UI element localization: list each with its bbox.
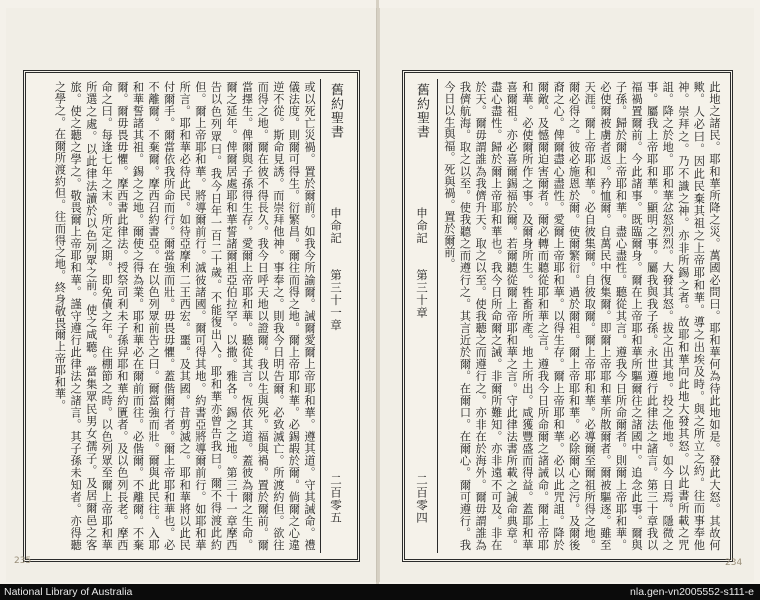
right-page [379, 8, 754, 582]
book-name: 申命記 [415, 207, 429, 245]
page-number: 二百零四 [415, 474, 429, 524]
right-body-text: 此地之諸民。耶和華所降之災。萬國必問曰。耶和華何為待此地如是。發此大怒。其故何歟。人必曰。因此民棄其祖之上帝耶和華。導之出埃及時。與之所立之約。往而事奉他神。崇拜之。乃不識之神。亦非所錫之者。故耶和華向此地大發其怒。以此書所載之咒詛。降之於地。耶和華忿怒烈烈。大發其怒。拔之出其地。投之他地。如今日焉。隱微之事。屬我上帝耶和華。顯明之事。屬我與我子孫。永世遵行此律法之諸言。第三十章我以福禍置爾前。今此諸事。既臨爾身。爾在上帝耶和華所驅爾往之諸國中。追念此事。爾與子孫。歸於爾上帝耶和華。盡心盡性。聽從其言。遵我今日所命爾者。則爾上帝耶和華。必使爾被虜者返。矜恤爾。自萬民中復集爾。即爾上帝耶和華所散爾者。爾被驅逐。雖至天涯。爾上帝耶和華。必自彼集爾。自彼取爾。爾上帝耶和華。必導爾至爾祖所得之地。爾必得之。彼必施恩於爾。使爾繁衍。過於爾祖。爾上帝耶和華。必除爾心之污。及爾後裔之心。俾爾盡心盡性。愛爾上帝耶和華。以得生存。爾上帝耶和華。必以此咒詛。降於爾敵。及憾爾迫害爾者。爾必轉而聽從耶和華之言。遵我今日所命爾之諸誡命。爾上帝耶和華。必使爾所作之事。及爾身所生。牲畜所產。地土所出。咸獲豐盛而得益。蓋耶和華喜爾祖。亦必喜爾錫福於爾。若爾聽從爾上帝耶和華之言。守此律法書所載之誡命典章。盡心盡性。歸於爾上帝耶和華也。我今日所命爾之誡。非爾所難知。亦非遠不可及。非在於天。爾毋謂誰為我儕升天。取之以至。使我聽之而遵行之。亦非在於海外。爾毋謂誰為我儕航海。取之以至。使我聽之而遵行之。其言近於爾。在爾口。在爾心。爾可遵行。我今日以生與福。死與禍。置於爾前。 [443, 81, 721, 551]
source-credit: National Library of Australia [4, 586, 133, 598]
book-name: 申命記 [329, 207, 343, 245]
left-text-frame [23, 70, 360, 562]
right-margin-column [407, 79, 438, 553]
right-text-frame [402, 70, 733, 562]
pencil-annotation: 234 [725, 558, 743, 568]
footer-bar [0, 584, 760, 600]
page-number: 二百零五 [329, 474, 343, 524]
item-identifier: nla.gen-vn2005552-s111-e [630, 586, 754, 598]
running-title: 舊約聖書 [414, 83, 429, 139]
chapter-label: 第三十一章 [329, 269, 343, 332]
running-title: 舊約聖書 [328, 83, 343, 139]
pencil-annotation: 235 [14, 556, 32, 566]
left-page [6, 8, 377, 582]
left-margin-column [320, 79, 351, 553]
chapter-label: 第三十章 [415, 269, 429, 319]
left-body-text: 或以死亡災禍。置於爾前。如我今所諭爾。誡爾愛爾上帝耶和華。遵其道。守其誡命。禮儀法度。則爾可得生。衍繁昌。爾往而得之地。爾上帝耶和華。必錫嘏於爾。倘爾之心違逆不從。斯命見誘。而崇拜他神。事奉之。則我今日明告爾。必致滅亡。所渡約但。欲往而得之地。爾在彼不得長久。我今日呼天地以證爾。我以生與死。福與禍。置於爾前。爾當擇生。俾爾與子孫得生存。愛爾上帝耶和華。聽從其言。恆依其道。蓋彼為爾之生命。爾之延年。俾爾居處耶和華誓諸爾祖亞伯拉罕。以撒。雅各。錫之之地。第三十一章摩西告以色列眾曰。我今日年一百二十歲。不能復出入。耶和華亦曾告我曰。爾不得渡此約但。爾上帝耶和華。將導爾前行。滅彼諸國。爾可得其地。約書亞將導爾前行。如耶和華所言。耶和華必待此民。如待亞摩利二王西宏。噩。及其國。昔剪滅之。耶和華將以此民付爾手。爾當依我所命而行。爾當強而壯。毋畏毋懼。蓋偕爾行者。爾上帝耶和華也。必不離爾。不棄爾。摩西召約書亞。在以色列眾前告之曰。爾當強而壯。爾與此民往。入耶和華誓諸其祖。錫之之地。爾使之得為業。耶和華必在爾前而往。必偕爾。不離爾。不棄爾。爾毋畏毋懼。摩西書此律法。授祭司利未子孫舁耶和華約匱者。及以色列長老。摩西命之曰。每逢七年之末。所定之期。即免債之年。住棚節之時。以色列眾至爾上帝耶和華所選之處。以此律法讀於以色列眾之前。使之咸聽。當集眾民男女孺子。及居爾邑之客旅。使之聽之學之。敬畏爾上帝耶和華。謹守遵行此律法之諸言。其子孫未知者。亦得聽之學之。在爾所渡約但。往而得之地。終身敬畏爾上帝耶和華。 [53, 81, 316, 551]
